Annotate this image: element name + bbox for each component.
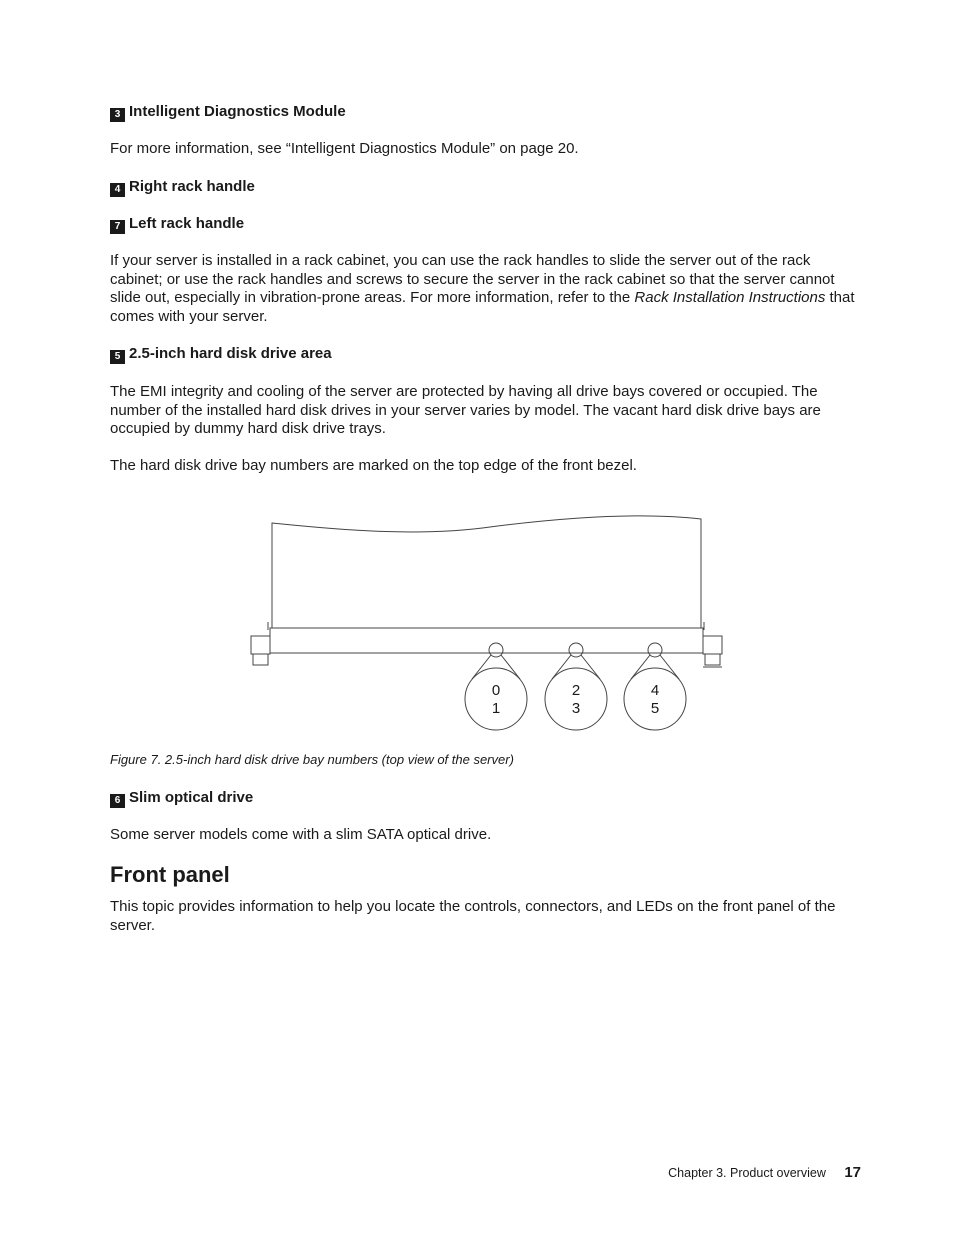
bay-label-4: 4 [650,682,660,699]
heading-text: 2.5-inch hard disk drive area [129,345,332,362]
callout-badge: 4 [110,183,125,197]
paragraph-front-panel: This topic provides information to help you locate the controls, connectors, and LEDs on the front panel of the server. [110,898,836,934]
paragraph-optical-drive: Some server models come with a slim SATA optical drive. [110,826,492,843]
paragraph-hdd-emi: The EMI integrity and cooling of the server are protected by having all drive bays covered or occupied. The number of the installed hard disk drives in your server varies by model. The vacant hard disk drive bays are occupied by dummy hard disk drive trays. [110,383,821,437]
section-heading-right-handle [110,178,255,197]
figure-caption: Figure 7. 2.5-inch hard disk drive bay numbers (top view of the server) [110,752,514,767]
callout-badge: 7 [110,220,125,234]
front-bezel [270,628,703,653]
paragraph-hdd-bay-numbers: The hard disk drive bay numbers are marked on the top edge of the front bezel. [110,457,637,474]
paragraph-rack-handles: If your server is installed in a rack cabinet, you can use the rack handles to slide the server out of the rack cabinet; or use the rack handles and screws to secure the server in the rack cabinet so that the server cannot slide out, especially in vibration-prone areas. For more information, refer to the Rack Installation Instructions that comes with your server. [110,252,855,325]
section-heading-idm [110,103,346,122]
page-footer [668,1164,861,1182]
callout-badge: 6 [110,794,125,808]
callout-badge: 3 [110,108,125,122]
heading-text: Slim optical drive [129,789,254,806]
callout-badge: 5 [110,350,125,364]
section-heading-left-handle [110,215,244,234]
section-title-front-panel: Front panel [110,862,230,887]
bay-label-2: 2 [571,682,581,699]
rack-installation-reference: Rack Installation Instructions [634,289,826,306]
section-heading-hdd-area [110,345,332,364]
heading-text: Left rack handle [129,215,245,232]
bay-label-5: 5 [650,700,660,717]
bay-label-0: 0 [491,682,501,699]
section-heading-optical-drive [110,789,253,808]
hdd-bay-diagram [240,505,740,745]
footer-chapter: Chapter 3. Product overview [668,1166,826,1180]
bay-label-3: 3 [571,700,581,717]
bay-label-1: 1 [491,700,501,717]
left-rack-handle-top [251,636,270,654]
server-body-outline [272,516,701,628]
heading-text: Intelligent Diagnostics Module [129,103,346,120]
right-rack-handle-top [703,636,722,654]
paragraph-idm: For more information, see “Intelligent Diagnostics Module” on page 20. [110,140,579,157]
left-rack-handle-bottom [253,654,268,665]
heading-text: Right rack handle [129,178,255,195]
right-rack-handle-bottom [705,654,720,665]
page-number: 17 [844,1164,861,1181]
